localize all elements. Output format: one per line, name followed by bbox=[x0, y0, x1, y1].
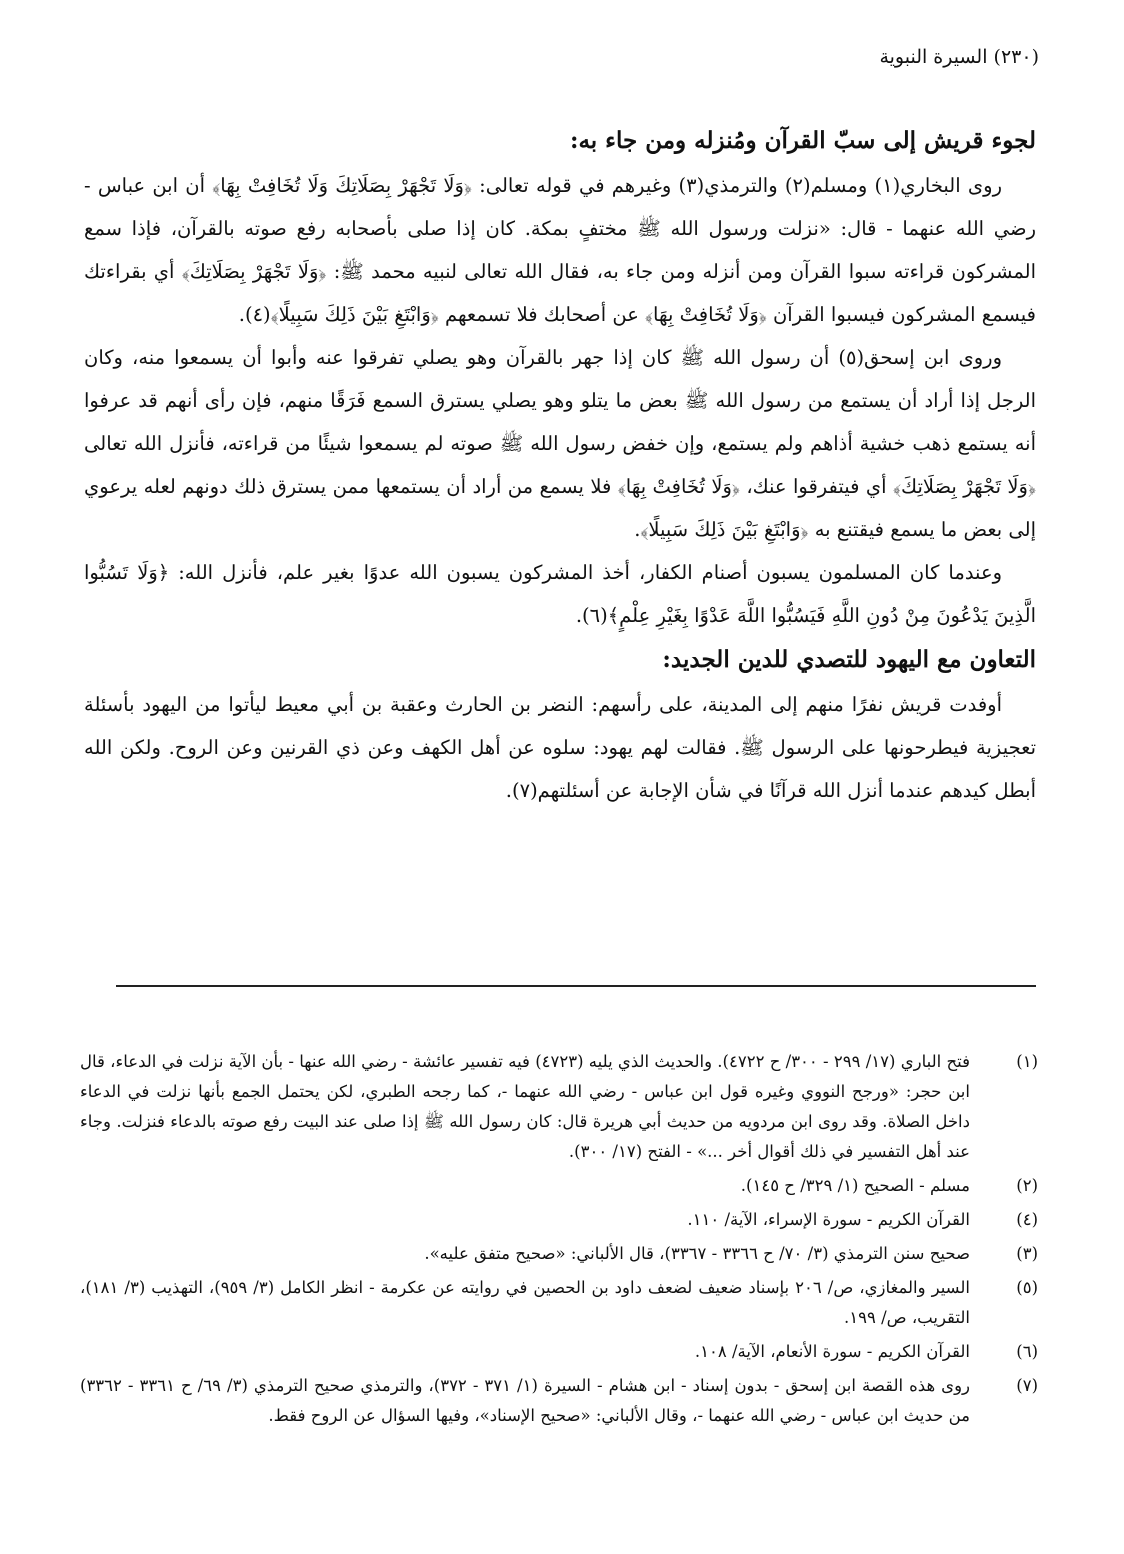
section-heading: لجوء قريش إلى سبّ القرآن ومُنزله ومن جاء به: bbox=[569, 127, 1036, 154]
footnotes bbox=[80, 1047, 1038, 1435]
footnote-number: (٣) bbox=[1016, 1244, 1038, 1263]
footnote bbox=[80, 1273, 1038, 1333]
section-heading: التعاون مع اليهود للتصدي للدين الجديد: bbox=[662, 646, 1036, 673]
footnote-text: مسلم - الصحيح (١/ ٣٢٩/ ح ١٤٥). bbox=[740, 1176, 970, 1195]
footnote bbox=[80, 1047, 1038, 1167]
footnote-number: (٥) bbox=[1016, 1278, 1038, 1297]
footnote bbox=[80, 1337, 1038, 1367]
footnote bbox=[80, 1171, 1038, 1201]
footnote-number: (٧) bbox=[1016, 1376, 1038, 1395]
footnote-text: القرآن الكريم - سورة الأنعام، الآية/ ١٠٨. bbox=[694, 1342, 970, 1361]
footnote-number: (١) bbox=[1016, 1052, 1038, 1071]
paragraph: وعندما كان المسلمون يسبون أصنام الكفار، أخذ المشركون يسبون الله عدوًا بغير علم، فأنزل الله: ﴿وَلَا تَسُبُّوا الَّذِينَ يَدْعُونَ مِنْ دُونِ اللَّهِ فَيَسُبُّوا اللَّهَ عَدْوًا بِغَيْرِ عِلْمٍ﴾(٦). bbox=[84, 561, 1036, 627]
main-text bbox=[84, 118, 1036, 812]
footnote-number: (٤) bbox=[1016, 1210, 1038, 1229]
footnote bbox=[80, 1205, 1038, 1235]
footnote-number: (٦) bbox=[1016, 1342, 1038, 1361]
footnote-text: فتح الباري (١٧/ ٢٩٩ - ٣٠٠/ ح ٤٧٢٢). والحديث الذي يليه (٤٧٢٣) فيه تفسير عائشة - رضي الله عنها - بأن الآية نزلت في الدعاء، قال ابن حجر: «ورجح النووي وغيره قول ابن عباس - رضي الله عنهما -، كما رجحه الطبري، لكن يحتمل الجمع بأنها نزلت في الدعاء داخل الصلاة. وقد روى ابن مردويه من حديث أبي هريرة قال: كان رسول الله ﷺ إذا صلى عند البيت رفع صوته بالدعاء فنزلت. وجاء عند أهل التفسير في ذلك أقوال أخر ...» - الفتح (١٧/ ٣٠٠). bbox=[80, 1052, 970, 1161]
paragraph: أوفدت قريش نفرًا منهم إلى المدينة، على رأسهم: النضر بن الحارث وعقبة بن أبي معيط ليأتوا من اليهود بأسئلة تعجيزية فيطرحونها على الرسول ﷺ. فقالت لهم يهود: سلوه عن أهل الكهف وعن ذي القرنين وعن الروح. ولكن الله أبطل كيدهم عندما أنزل الله قرآنًا في شأن الإجابة عن أسئلتهم(٧). bbox=[84, 693, 1036, 802]
footnote bbox=[80, 1239, 1038, 1269]
footnote-text: صحيح سنن الترمذي (٣/ ٧٠/ ح ٣٣٦٦ - ٣٣٦٧)، قال الألباني: «صحيح متفق عليه». bbox=[424, 1244, 970, 1263]
footnote bbox=[80, 1371, 1038, 1431]
footnote-divider bbox=[116, 985, 1036, 987]
running-header: (٢٣٠) السيرة النبوية bbox=[879, 46, 1039, 68]
paragraph: روى البخاري(١) ومسلم(٢) والترمذي(٣) وغيرهم في قوله تعالى: ﴿وَلَا تَجْهَرْ بِصَلَاتِكَ وَلَا تُخَافِتْ بِهَا﴾ أن ابن عباس - رضي الله عنهما - قال: «نزلت ورسول الله ﷺ مختفٍ بمكة. كان إذا صلى بأصحابه رفع صوته بالقرآن، فإذا سمع المشركون قراءته سبوا القرآن ومن أنزله ومن جاء به، فقال الله تعالى لنبيه محمد ﷺ: ﴿وَلَا تَجْهَرْ بِصَلَاتِكَ﴾ أي بقراءتك فيسمع المشركون فيسبوا القرآن ﴿وَلَا تُخَافِتْ بِهَا﴾ عن أصحابك فلا تسمعهم ﴿وَابْتَغِ بَيْنَ ذَلِكَ سَبِيلًا﴾(٤). bbox=[84, 174, 1036, 326]
footnote-text: القرآن الكريم - سورة الإسراء، الآية/ ١١٠. bbox=[687, 1210, 970, 1229]
footnote-text: السير والمغازي، ص/ ٢٠٦ بإسناد ضعيف لضعف داود بن الحصين في روايته عن عكرمة - انظر الكامل (٣/ ٩٥٩)، التهذيب (٣/ ١٨١)، التقريب، ص/ ١٩٩. bbox=[80, 1278, 970, 1327]
paragraph: وروى ابن إسحق(٥) أن رسول الله ﷺ كان إذا جهر بالقرآن وهو يصلي تفرقوا عنه وأبوا أن يسمعوا منه، وكان الرجل إذا أراد أن يستمع من رسول الله ﷺ بعض ما يتلو وهو يصلي يسترق السمع فَرَقًا منهم، فإن رأى أنهم قد عرفوا أنه يستمع ذهب خشية أذاهم ولم يستمع، وإن خفض رسول الله ﷺ صوته لم يسمعوا شيئًا من قراءته، فأنزل الله تعالى ﴿وَلَا تَجْهَرْ بِصَلَاتِكَ﴾ أي فيتفرقوا عنك، ﴿وَلَا تُخَافِتْ بِهَا﴾ فلا يسمع من أراد أن يستمعها ممن يسترق ذلك دونهم لعله يرعوي إلى بعض ما يسمع فيقتنع به ﴿وَابْتَغِ بَيْنَ ذَلِكَ سَبِيلًا﴾. bbox=[84, 346, 1036, 541]
footnote-text: روى هذه القصة ابن إسحق - بدون إسناد - ابن هشام - السيرة (١/ ٣٧١ - ٣٧٢)، والترمذي صحيح الترمذي (٣/ ٦٩/ ح ٣٣٦١ - ٣٣٦٢) من حديث ابن عباس - رضي الله عنهما -، وقال الألباني: «صحيح الإسناد»، وفيها السؤال عن الروح فقط. bbox=[80, 1376, 971, 1425]
footnote-number: (٢) bbox=[1016, 1176, 1038, 1195]
